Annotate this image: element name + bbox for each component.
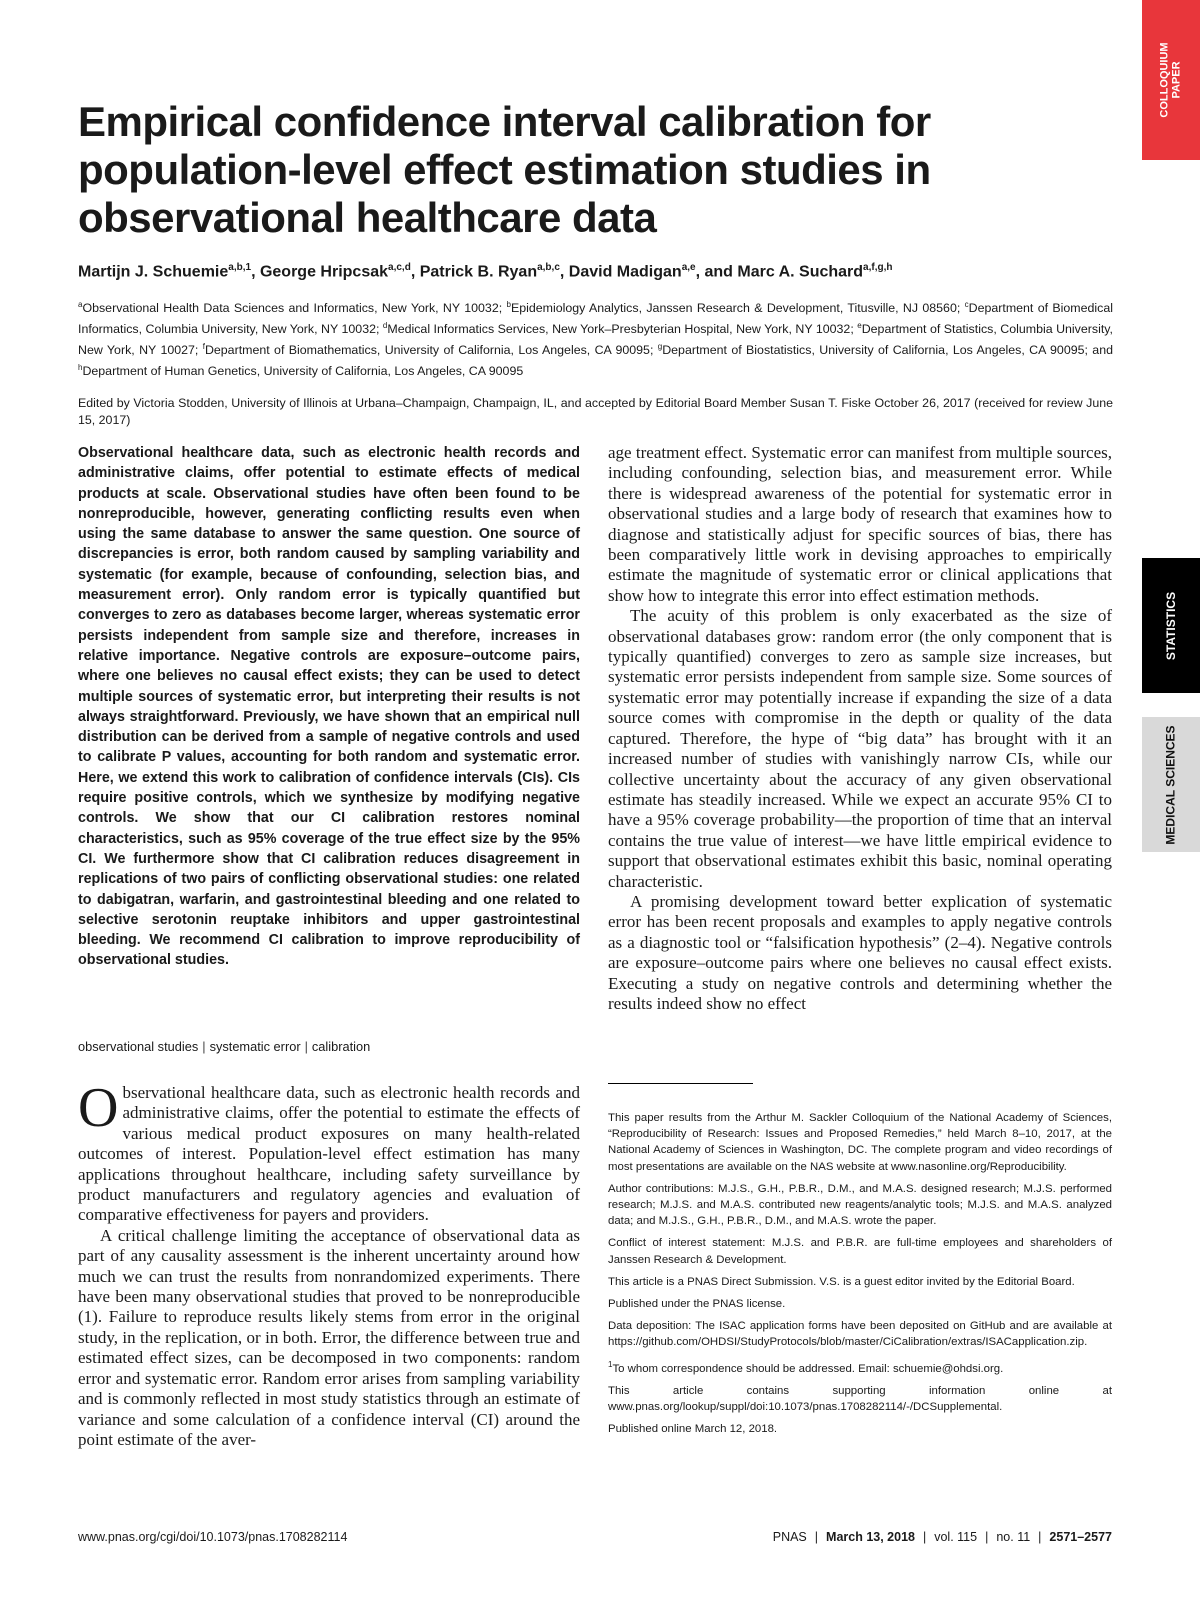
affiliation-text: Department of Statistics, Columbia University, New York, NY 10027; <box>78 322 1113 358</box>
license-note: Published under the PNAS license. <box>608 1298 786 1311</box>
direct-submission-note: This article is a PNAS Direct Submission. V.S. is a guest editor invited by the Editorial Board. <box>608 1275 1075 1288</box>
affiliation-marker: d <box>382 321 388 331</box>
volume: vol. 115 <box>934 1530 978 1544</box>
author-separator: , and <box>695 263 738 281</box>
drop-cap: O <box>78 1077 119 1139</box>
affiliations <box>78 296 1113 381</box>
affiliation-marker: f <box>202 342 205 352</box>
affiliation-marker: c <box>964 300 969 309</box>
affiliation-text: Epidemiology Analytics, Janssen Research & Development, Titusville, NJ 08560; <box>510 301 965 316</box>
colloquium-note: This paper results from the Arthur M. Sackler Colloquium of the National Academy of Sciences, “Reproducibility of Research: Issues and Proposed Remedies,” held March 8–10, 2017, at the National Academy of Sciences in Washington, DC. The complete program and video recordings of most presentations are available on the NAS website at www.nasonline.org/Reproducibility. <box>608 1112 1112 1173</box>
affiliation-marker: g <box>657 342 663 352</box>
correspondence-text: To whom correspondence should be addressed. Email: schuemie@ohdsi.org. <box>612 1362 1004 1375</box>
affiliation-marker: b <box>506 300 511 309</box>
affiliation-text: Observational Health Data Sciences and Informatics, New York, NY 10032; <box>82 301 507 316</box>
body-paragraph: A critical challenge limiting the acceptance of observational data as part of any causality assessment is the inherent uncertainty around how much we can trust the results from nonrandomized experiments. There have been many observational studies that proved to be nonreproducible (1). Failure to reproduce results likely stems from error in the original study, in the replication, or in both. Error, the difference between true and estimated effect sizes, can be decomposed in two components: random error and systematic error. Random error arises from sampling variability and is commonly reflected in most study statistics through an estimate of variance and some calculation of a confidence interval (CI) around the point estimate of the aver- <box>78 1225 580 1449</box>
footer-separator: | <box>985 1530 989 1544</box>
doi-link[interactable]: www.pnas.org/cgi/doi/10.1073/pnas.1708282114 <box>78 1530 348 1544</box>
affiliation-text: Department of Biostatistics, University of California, Los Angeles, CA 90095; and <box>662 343 1113 358</box>
author-affiliation-marker: a,f,g,h <box>863 262 893 273</box>
keyword-separator: | <box>202 1039 206 1054</box>
affiliation-text: Department of Biomathematics, University of California, Los Angeles, CA 90095; <box>204 343 658 358</box>
paper-title: Empirical confidence interval calibration for population-level effect estimation studies in observational healthcare data <box>78 98 931 241</box>
keyword: observational studies <box>78 1039 199 1054</box>
author-separator: , <box>559 263 569 281</box>
affiliation-text: Medical Informatics Services, New York–Presbyterian Hospital, New York, NY 10032; <box>387 322 858 337</box>
author-name: Patrick B. Ryan <box>419 263 538 281</box>
statistics-label: STATISTICS <box>1164 591 1179 660</box>
journal-footer <box>773 1530 1112 1544</box>
body-text-left-column <box>78 1077 580 1450</box>
affiliation-text: Department of Biomedical Informatics, Columbia University, New York, NY 10032; <box>78 301 1113 337</box>
correspondence-note <box>608 1357 1112 1377</box>
author-contributions: Author contributions: M.J.S., G.H., P.B.R., D.M., and M.A.S. designed research; M.J.S. performed research; M.J.S. and M.A.S. contributed new reagents/analytic tools; M.J.S. and M.A.S. analyzed data; and M.J.S., G.H., P.B.R., D.M., and M.A.S. wrote the paper. <box>608 1182 1112 1228</box>
affiliation-text: Department of Human Genetics, University of California, Los Angeles, CA 90095 <box>82 364 524 379</box>
conflict-of-interest: Conflict of interest statement: M.J.S. and P.B.R. are full-time employees and shareholders of Janssen Research & Development. <box>608 1237 1112 1266</box>
intro-paragraph <box>78 1077 580 1226</box>
issue-number: no. 11 <box>996 1530 1031 1544</box>
author-list <box>78 262 1118 281</box>
correspondence-marker: 1 <box>608 1359 613 1369</box>
medical-sciences-tab <box>1142 717 1200 852</box>
author-name: Martijn J. Schuemie <box>78 263 229 281</box>
author-name: Marc A. Suchard <box>737 263 864 281</box>
published-online-note: Published online March 12, 2018. <box>608 1423 778 1436</box>
affiliation-marker: a <box>78 300 83 309</box>
footer-separator: | <box>1038 1530 1042 1544</box>
keyword-separator: | <box>304 1039 308 1054</box>
affiliation-marker: h <box>78 363 83 373</box>
footer-separator: | <box>814 1530 819 1544</box>
body-paragraph: age treatment effect. Systematic error can manifest from multiple sources, including confounding, selection bias, and measurement error. While there is widespread awareness of the potential for systematic error in observational studies and a large body of research that examines how to diagnose and statistically adjust for specific sources of bias, there has been comparatively little work in devising approaches to empirically estimate the magnitude of systematic error or clinical applications that show how to integrate this error into effect estimation methods. <box>608 443 1112 605</box>
edited-by-note: Edited by Victoria Stodden, University of Illinois at Urbana–Champaign, Champaign, IL, and accepted by Editorial Board Member Susan T. Fiske October 26, 2017 (received for review June 15, 2017) <box>78 396 1113 427</box>
author-separator: , <box>410 263 420 281</box>
supporting-info-note: This article contains supporting information online at www.pnas.org/lookup/suppl/doi:10.1073/pnas.1708282114/-/DCSupplemental. <box>608 1384 1112 1413</box>
body-text-right-column <box>608 443 1112 1014</box>
author-affiliation-marker: a,e <box>681 262 696 273</box>
footnote-divider <box>608 1083 753 1084</box>
statistics-tab <box>1142 558 1200 693</box>
intro-paragraph-text: bservational healthcare data, such as electronic health records and administrative claims, offer the potential to estimate the effects of various medical product exposures on many health-related outcomes of interest. Population-level effect estimation has many applications throughout healthcare, including safety surveillance by product manufacturers and regulatory agencies and evaluation of comparative effectiveness for payers and providers. <box>78 1083 580 1225</box>
data-deposition-note: Data deposition: The ISAC application forms have been deposited on GitHub and are available at https://github.com/OHDSI/StudyProtocols/blob/master/CiCalibration/extras/ISACapplication.zip. <box>608 1320 1112 1349</box>
author-name: George Hripcsak <box>259 263 389 281</box>
medical-sciences-label: MEDICAL SCIENCES <box>1164 724 1179 845</box>
colloquium-paper-tab <box>1142 0 1200 160</box>
footnotes <box>608 1110 1112 1443</box>
keywords <box>78 1039 370 1054</box>
keyword: systematic error <box>209 1039 301 1054</box>
page-range: 2571–2577 <box>1049 1530 1112 1544</box>
paper-label: PAPER <box>1171 61 1184 99</box>
keyword: calibration <box>311 1039 371 1054</box>
colloquium-label: COLLOQUIUM <box>1159 42 1172 118</box>
significance-abstract: Observational healthcare data, such as electronic health records and administrative claims, offer potential to estimate effects of medical products at scale. Observational studies have often been found to be nonreproducible, however, generating conflicting results even when using the same database to answer the same question. One source of discrepancies is error, both random caused by sampling variability and systematic (for example, because of confounding, selection bias, and measurement error). Only random error is typically quantified but converges to zero as databases become larger, whereas systematic error persists independent from sample size and therefore, increases in relative importance. Negative controls are exposure–outcome pairs, where one believes no causal effect exists; they can be used to detect multiple sources of systematic error, but interpreting their results is not always straightforward. Previously, we have shown that an empirical null distribution can be derived from a sample of negative controls and used to calibrate P values, accounting for both random and systematic error. Here, we extend this work to calibration of confidence intervals (CIs). CIs require positive controls, which we synthesize by modifying negative controls. We show that our CI calibration restores nominal characteristics, such as 95% coverage of the true effect size by the 95% CI. We furthermore show that CI calibration reduces disagreement in replications of two pairs of conflicting observational studies: one related to dabigatran, warfarin, and gastrointestinal bleeding and one related to selective serotonin reuptake inhibitors and upper gastrointestinal bleeding. We recommend CI calibration to improve reproducibility of observational studies. <box>78 445 580 969</box>
issue-date: March 13, 2018 <box>826 1530 915 1544</box>
author-name: David Madigan <box>568 263 682 281</box>
author-affiliation-marker: a,b,1 <box>228 262 252 273</box>
author-affiliation-marker: a,b,c <box>537 262 560 273</box>
author-affiliation-marker: a,c,d <box>388 262 411 273</box>
affiliation-marker: e <box>857 321 862 331</box>
body-paragraph: A promising development toward better explication of systematic error has been recent proposals and examples to apply negative controls as a diagnostic tool or “falsification hypothesis” (2–4). Negative controls are exposure–outcome pairs where one believes no causal effect exists. Executing a study on negative controls and determining whether the results indeed show no effect <box>608 891 1112 1013</box>
author-separator: , <box>251 263 260 281</box>
body-paragraph: The acuity of this problem is only exacerbated as the size of observational databases grow: random error (the only component that is typically quantified) converges to zero as sample size increases, but systematic error persists independent from sample size. Some sources of systematic error may potentially increase if expanding the size of a data source comes with compromise in the depth or quality of the data captured. Therefore, the hype of “big data” has brought with it an increased number of studies with vanishingly narrow CIs, while our collective uncertainty about the accuracy of any given observational estimate has steadily increased. While we expect an accurate 95% CI to have a 95% coverage probability—the proportion of time that an interval contains the true value of interest—we have little empirical evidence to support that observational estimates exhibit this basic, nominal operating characteristic. <box>608 606 1112 891</box>
footer-separator: | <box>922 1530 927 1544</box>
journal-name: PNAS <box>772 1530 807 1544</box>
